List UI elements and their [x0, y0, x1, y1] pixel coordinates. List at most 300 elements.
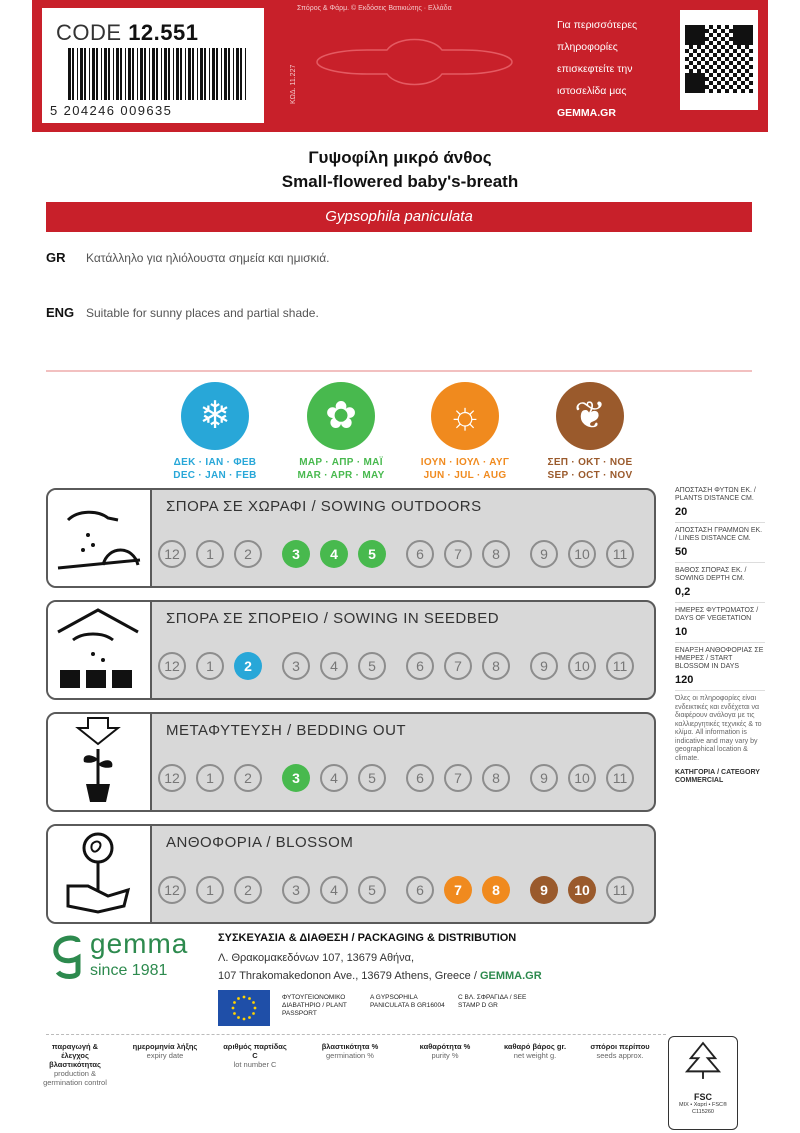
season-spring: ✿ ΜΑΡ · ΑΠΡ · ΜΑΪ MAR · APR · MAY: [281, 382, 401, 481]
month-track: [158, 764, 648, 794]
qr-module: [689, 85, 693, 89]
month-cell-12: 12: [158, 764, 186, 792]
qr-module: [705, 61, 709, 65]
month-cell-10: 10: [568, 876, 596, 904]
month-cell-8: 8: [482, 876, 510, 904]
qr-module: [689, 61, 693, 65]
qr-module: [689, 33, 693, 37]
month-cell-12: 12: [158, 652, 186, 680]
month-cell-5: 5: [358, 652, 386, 680]
barcode-bar: [128, 48, 131, 100]
qr-module: [689, 45, 693, 49]
qr-module: [693, 81, 697, 85]
month-cell-7: 7: [444, 540, 472, 568]
qr-module: [689, 29, 693, 33]
footer-divider: [46, 1034, 666, 1035]
month-cell-4: 4: [320, 764, 348, 792]
qr-module: [685, 65, 689, 69]
qr-module: [745, 41, 749, 45]
qr-module: [709, 65, 713, 69]
qr-module: [713, 37, 717, 41]
barcode-bar: [224, 48, 227, 100]
qr-module: [701, 81, 705, 85]
qr-module: [693, 33, 697, 37]
qr-module: [713, 61, 717, 65]
qr-module: [737, 77, 741, 81]
qr-module: [685, 73, 689, 77]
qr-module: [685, 37, 689, 41]
qr-module: [709, 33, 713, 37]
barcode-bar: [173, 48, 174, 100]
qr-module: [693, 37, 697, 41]
qr-module: [713, 29, 717, 33]
qr-module: [741, 33, 745, 37]
barcode-bar: [180, 48, 182, 100]
fsc-tree-icon: [670, 1037, 736, 1085]
qr-module: [689, 81, 693, 85]
qr-module: [749, 49, 753, 53]
more-info-site[interactable]: GEMMA.GR: [557, 107, 616, 119]
barcode-bar: [125, 48, 126, 100]
packaging-address-gr: Λ. Θρακομακεδόνων 107, 13679 Αθήνα,: [218, 952, 415, 964]
description-gr: GR Κατάλληλο για ηλιόλουστα σημεία και ημισκιά.: [46, 250, 330, 265]
qr-module: [725, 33, 729, 37]
qr-module: [729, 69, 733, 73]
qr-module: [709, 57, 713, 61]
calendar-row-blossom: [46, 824, 656, 924]
calendar-row-bedding-out: [46, 712, 656, 812]
qr-module: [749, 29, 753, 33]
qr-module: [713, 45, 717, 49]
footer-production: παραγωγή & έλεγχος βλαστικότητας production & germination control: [43, 1042, 107, 1087]
fsc-badge: [668, 1036, 738, 1130]
latin-name-band: [46, 202, 752, 232]
barcode-bar: [228, 48, 230, 100]
qr-module: [705, 77, 709, 81]
month-cell-4: 4: [320, 876, 348, 904]
qr-module: [689, 73, 693, 77]
month-cell-10: 10: [568, 652, 596, 680]
qr-module: [693, 89, 697, 93]
qr-module: [729, 77, 733, 81]
qr-module: [693, 25, 697, 29]
qr-module: [693, 65, 697, 69]
qr-module: [689, 53, 693, 57]
qr-module: [745, 33, 749, 37]
eu-star: [233, 1012, 236, 1015]
qr-module: [725, 25, 729, 29]
qr-module: [697, 45, 701, 49]
lot-vertical: ΚΩΔ. 11.227: [290, 64, 297, 104]
barcode-bar: [80, 48, 83, 100]
sun-icon: ☼: [431, 382, 499, 450]
qr-module: [701, 73, 705, 77]
qr-module: [749, 89, 753, 93]
qr-module: [717, 65, 721, 69]
qr-module: [733, 25, 737, 29]
qr-module: [749, 33, 753, 37]
qr-module: [685, 33, 689, 37]
more-info-text: Για περισσότερες πληροφορίες επισκεφτείτε την ιστοσελίδα μας GEMMA.GR: [557, 14, 677, 124]
month-cell-6: 6: [406, 764, 434, 792]
barcode-bar: [104, 48, 107, 100]
qr-module: [729, 61, 733, 65]
barcode-bar: [89, 48, 90, 100]
qr-module: [729, 37, 733, 41]
qr-module: [733, 65, 737, 69]
qr-module: [701, 33, 705, 37]
qr-module: [713, 77, 717, 81]
qr-module: [685, 25, 689, 29]
footer-germination: βλαστικότητα % germination %: [321, 1042, 379, 1060]
qr-module: [733, 81, 737, 85]
qr-module: [745, 61, 749, 65]
qr-module: [697, 61, 701, 65]
month-cell-10: 10: [568, 764, 596, 792]
footer-lot: αριθμός παρτίδας C lot number C: [223, 1042, 287, 1069]
bedding-out-icon: [48, 714, 152, 810]
header-band: [32, 0, 768, 132]
barcode-bar: [164, 48, 167, 100]
season-winter: ❄ ΔΕΚ · ΙΑΝ · ΦΕΒ DEC · JAN · FEB: [155, 382, 275, 481]
qr-module: [733, 37, 737, 41]
qr-module: [697, 73, 701, 77]
qr-module: [721, 61, 725, 65]
barcode-bar: [188, 48, 191, 100]
eu-star: [248, 1016, 251, 1019]
qr-module: [701, 41, 705, 45]
barcode-bar: [236, 48, 239, 100]
qr-module: [725, 81, 729, 85]
side-info-panel: [675, 487, 765, 785]
month-cell-11: 11: [606, 876, 634, 904]
qr-module: [741, 57, 745, 61]
qr-module: [749, 65, 753, 69]
qr-module: [745, 85, 749, 89]
barcode-bar: [101, 48, 102, 100]
qr-module: [725, 49, 729, 53]
month-cell-6: 6: [406, 876, 434, 904]
qr-module: [717, 73, 721, 77]
packaging-address-en: 107 Thrakomakedonon Ave., 13679 Athens, Greece / GEMMA.GR: [218, 970, 542, 982]
month-cell-1: 1: [196, 876, 224, 904]
month-cell-5: 5: [358, 764, 386, 792]
qr-module: [693, 29, 697, 33]
barcode-bar: [84, 48, 86, 100]
month-track: [158, 876, 648, 906]
qr-module: [697, 77, 701, 81]
calendar-row-sowing-outdoors: [46, 488, 656, 588]
qr-module: [745, 25, 749, 29]
qr-module: [709, 73, 713, 77]
qr-module: [741, 29, 745, 33]
qr-module: [749, 41, 753, 45]
qr-module: [701, 89, 705, 93]
barcode-bar: [108, 48, 110, 100]
calendar-row-sowing-seedbed: [46, 600, 656, 700]
qr-module: [745, 53, 749, 57]
qr-module: [729, 45, 733, 49]
qr-module: [701, 77, 705, 81]
qr-module: [693, 41, 697, 45]
barcode-bar: [144, 48, 146, 100]
blossom-icon: [48, 826, 152, 922]
qr-module: [737, 29, 741, 33]
month-cell-7: 7: [444, 764, 472, 792]
fsc-sub: MIX • Χαρτί • FSC® C115260: [678, 1102, 728, 1115]
qr-module: [745, 37, 749, 41]
barcode-bar: [72, 48, 74, 100]
month-cell-11: 11: [606, 652, 634, 680]
brand-name: gemma: [90, 928, 189, 959]
barcode-bar: [200, 48, 203, 100]
qr-module: [717, 81, 721, 85]
side-info-plants-distance: ΑΠΟΣΤΑΣΗ ΦΥΤΩΝ ΕΚ. / PLANTS DISTANCE CM. 20: [675, 487, 765, 523]
row-label: ΣΠΟΡΑ ΣΕ ΣΠΟΡΕΙΟ / SOWING IN SEEDBED: [166, 610, 500, 627]
month-cell-4: 4: [320, 540, 348, 568]
month-cell-3: 3: [282, 652, 310, 680]
barcode-bar: [221, 48, 222, 100]
qr-module: [693, 57, 697, 61]
qr-module: [741, 49, 745, 53]
month-cell-7: 7: [444, 652, 472, 680]
month-cell-1: 1: [196, 652, 224, 680]
barcode-bar: [204, 48, 206, 100]
qr-module: [713, 85, 717, 89]
qr-module: [693, 73, 697, 77]
fsc-label: FSC: [694, 1092, 712, 1102]
qr-module: [717, 57, 721, 61]
month-cell-9: 9: [530, 764, 558, 792]
qr-module: [733, 49, 737, 53]
qr-module: [697, 69, 701, 73]
barcode-bar: [116, 48, 119, 100]
month-cell-9: 9: [530, 540, 558, 568]
plant-passport-cd: C ΒΛ. ΣΦΡΑΓΙΔΑ / SEE STAMP D GR: [458, 994, 527, 1009]
qr-module: [701, 57, 705, 61]
description-en: ENG Suitable for sunny places and partial shade.: [46, 305, 319, 320]
qr-module: [729, 53, 733, 57]
qr-module: [685, 49, 689, 53]
qr-module: [721, 37, 725, 41]
qr-module: [745, 45, 749, 49]
qr-module: [741, 81, 745, 85]
qr-module: [733, 73, 737, 77]
qr-module: [717, 89, 721, 93]
side-info-lines-distance: ΑΠΟΣΤΑΣΗ ΓΡΑΜΜΩΝ ΕΚ. / LINES DISTANCE CM. 50: [675, 527, 765, 563]
barcode-bar: [185, 48, 186, 100]
barcode-bar: [152, 48, 155, 100]
qr-module: [745, 77, 749, 81]
qr-module: [745, 29, 749, 33]
qr-module: [709, 81, 713, 85]
qr-module: [741, 73, 745, 77]
qr-module: [697, 33, 701, 37]
month-cell-7: 7: [444, 876, 472, 904]
qr-module: [709, 41, 713, 45]
footer-seeds: σπόροι περίπου seeds approx.: [590, 1042, 650, 1060]
month-cell-12: 12: [158, 876, 186, 904]
flower-icon: ✿: [307, 382, 375, 450]
eu-star: [237, 1016, 240, 1019]
product-title-en: Small-flowered baby's-breath: [281, 172, 519, 191]
barcode-bar: [192, 48, 194, 100]
month-cell-3: 3: [282, 876, 310, 904]
latin-name: Gypsophila paniculata: [325, 208, 473, 225]
month-cell-4: 4: [320, 652, 348, 680]
product-code: CODE 12.551: [56, 20, 199, 45]
qr-module: [713, 53, 717, 57]
qr-module: [733, 33, 737, 37]
barcode-bar: [96, 48, 98, 100]
qr-module: [693, 49, 697, 53]
qr-module: [689, 77, 693, 81]
qr-module: [749, 25, 753, 29]
qr-module: [705, 45, 709, 49]
month-cell-8: 8: [482, 540, 510, 568]
eu-star: [252, 1001, 255, 1004]
month-cell-2: 2: [234, 764, 262, 792]
qr-module: [733, 29, 737, 33]
qr-module: [721, 29, 725, 33]
barcode-panel: [42, 8, 264, 123]
sowing-outdoors-icon: [48, 490, 152, 586]
qr-module: [749, 81, 753, 85]
qr-module: [725, 65, 729, 69]
qr-module: [697, 41, 701, 45]
month-cell-2: 2: [234, 540, 262, 568]
barcode-bar: [132, 48, 134, 100]
qr-module: [697, 25, 701, 29]
eu-star: [243, 996, 246, 999]
month-track: [158, 540, 648, 570]
qr-module: [741, 41, 745, 45]
barcode-bar: [168, 48, 170, 100]
qr-module: [737, 61, 741, 65]
qr-module: [689, 89, 693, 93]
month-track: [158, 652, 648, 682]
barcode-bar: [92, 48, 95, 100]
qr-module: [749, 73, 753, 77]
qr-module: [705, 69, 709, 73]
qr-module: [721, 85, 725, 89]
qr-module: [705, 53, 709, 57]
qr-module: [709, 25, 713, 29]
eu-star: [232, 1007, 235, 1010]
qr-module: [741, 65, 745, 69]
qr-module: [701, 65, 705, 69]
barcode-bar: [156, 48, 158, 100]
qr-module: [693, 77, 697, 81]
barcode-bar: [140, 48, 143, 100]
gemma-logo-icon: [48, 930, 88, 980]
qr-module: [725, 57, 729, 61]
plant-passport-label: ΦΥΤΟΥΓΕΙΟΝΟΜΙΚΟ ΔΙΑΒΑΤΗΡΙΟ / PLANT PASSPORT: [282, 994, 347, 1017]
qr-module: [733, 41, 737, 45]
qr-module: [729, 29, 733, 33]
eu-star: [243, 1018, 246, 1021]
month-cell-11: 11: [606, 540, 634, 568]
qr-module: [737, 41, 741, 45]
barcode: [68, 48, 248, 100]
qr-module: [725, 73, 729, 77]
qr-module: [729, 85, 733, 89]
month-cell-2: 2: [234, 876, 262, 904]
qr-module: [701, 29, 705, 33]
month-cell-6: 6: [406, 652, 434, 680]
packaging-site-link[interactable]: GEMMA.GR: [479, 970, 542, 982]
brand-since: since 1981: [90, 962, 168, 979]
row-label: ΑΝΘΟΦΟΡΙΑ / BLOSSOM: [166, 834, 354, 851]
qr-module: [685, 81, 689, 85]
season-summer: ☼ ΙΟΥΝ · ΙΟΥΛ · ΑΥΓ JUN · JUL · AUG: [405, 382, 525, 481]
qr-module: [685, 89, 689, 93]
qr-module: [717, 41, 721, 45]
qr-module: [713, 69, 717, 73]
qr-module: [701, 37, 705, 41]
month-cell-3: 3: [282, 764, 310, 792]
qr-module: [745, 69, 749, 73]
side-category: ΚΑΤΗΓΟΡΙΑ / CATEGORY COMMERCIAL: [675, 769, 760, 784]
eu-star: [254, 1007, 257, 1010]
qr-module: [689, 25, 693, 29]
month-cell-8: 8: [482, 764, 510, 792]
qr-module: [709, 89, 713, 93]
month-cell-6: 6: [406, 540, 434, 568]
month-cell-11: 11: [606, 764, 634, 792]
barcode-bar: [216, 48, 218, 100]
qr-module: [701, 85, 705, 89]
eu-star: [252, 1012, 255, 1015]
month-cell-8: 8: [482, 652, 510, 680]
month-cell-3: 3: [282, 540, 310, 568]
qr-module: [697, 53, 701, 57]
qr-module: [721, 45, 725, 49]
qr-module: [697, 37, 701, 41]
eu-star: [233, 1001, 236, 1004]
barcode-bar: [212, 48, 215, 100]
eu-flag-icon: [218, 990, 270, 1026]
month-cell-12: 12: [158, 540, 186, 568]
qr-module: [705, 29, 709, 33]
qr-module: [685, 77, 689, 81]
qr-module: [685, 85, 689, 89]
qr-module: [717, 33, 721, 37]
qr-module: [693, 85, 697, 89]
footer-net-weight: καθαρό βάρος gr. net weight g.: [503, 1042, 567, 1060]
qr-code-icon[interactable]: [680, 10, 758, 110]
qr-module: [717, 49, 721, 53]
qr-module: [737, 69, 741, 73]
row-label: ΣΠΟΡΑ ΣΕ ΧΩΡΑΦΙ / SOWING OUTDOORS: [166, 498, 482, 515]
barcode-bar: [149, 48, 150, 100]
leaf-icon: ❦: [556, 382, 624, 450]
month-cell-2: 2: [234, 652, 262, 680]
plant-passport-ab: A GYPSOPHILA PANICULATA B GR16004: [370, 994, 445, 1009]
row-label: ΜΕΤΑΦΥΤΕΥΣΗ / BEDDING OUT: [166, 722, 407, 739]
qr-module: [717, 25, 721, 29]
qr-module: [721, 77, 725, 81]
packaging-title: ΣΥΣΚΕΥΑΣΙΑ & ΔΙΑΘΕΣΗ / PACKAGING & DISTRIBUTION: [218, 932, 517, 944]
qr-module: [737, 53, 741, 57]
barcode-bar: [197, 48, 198, 100]
qr-module: [721, 69, 725, 73]
side-info-days-vegetation: ΗΜΕΡΕΣ ΦΥΤΡΩΜΑΤΟΣ / DAYS OF VEGETATION 10: [675, 607, 765, 643]
qr-module: [733, 89, 737, 93]
barcode-bar: [240, 48, 242, 100]
month-cell-9: 9: [530, 652, 558, 680]
divider: [46, 370, 752, 372]
